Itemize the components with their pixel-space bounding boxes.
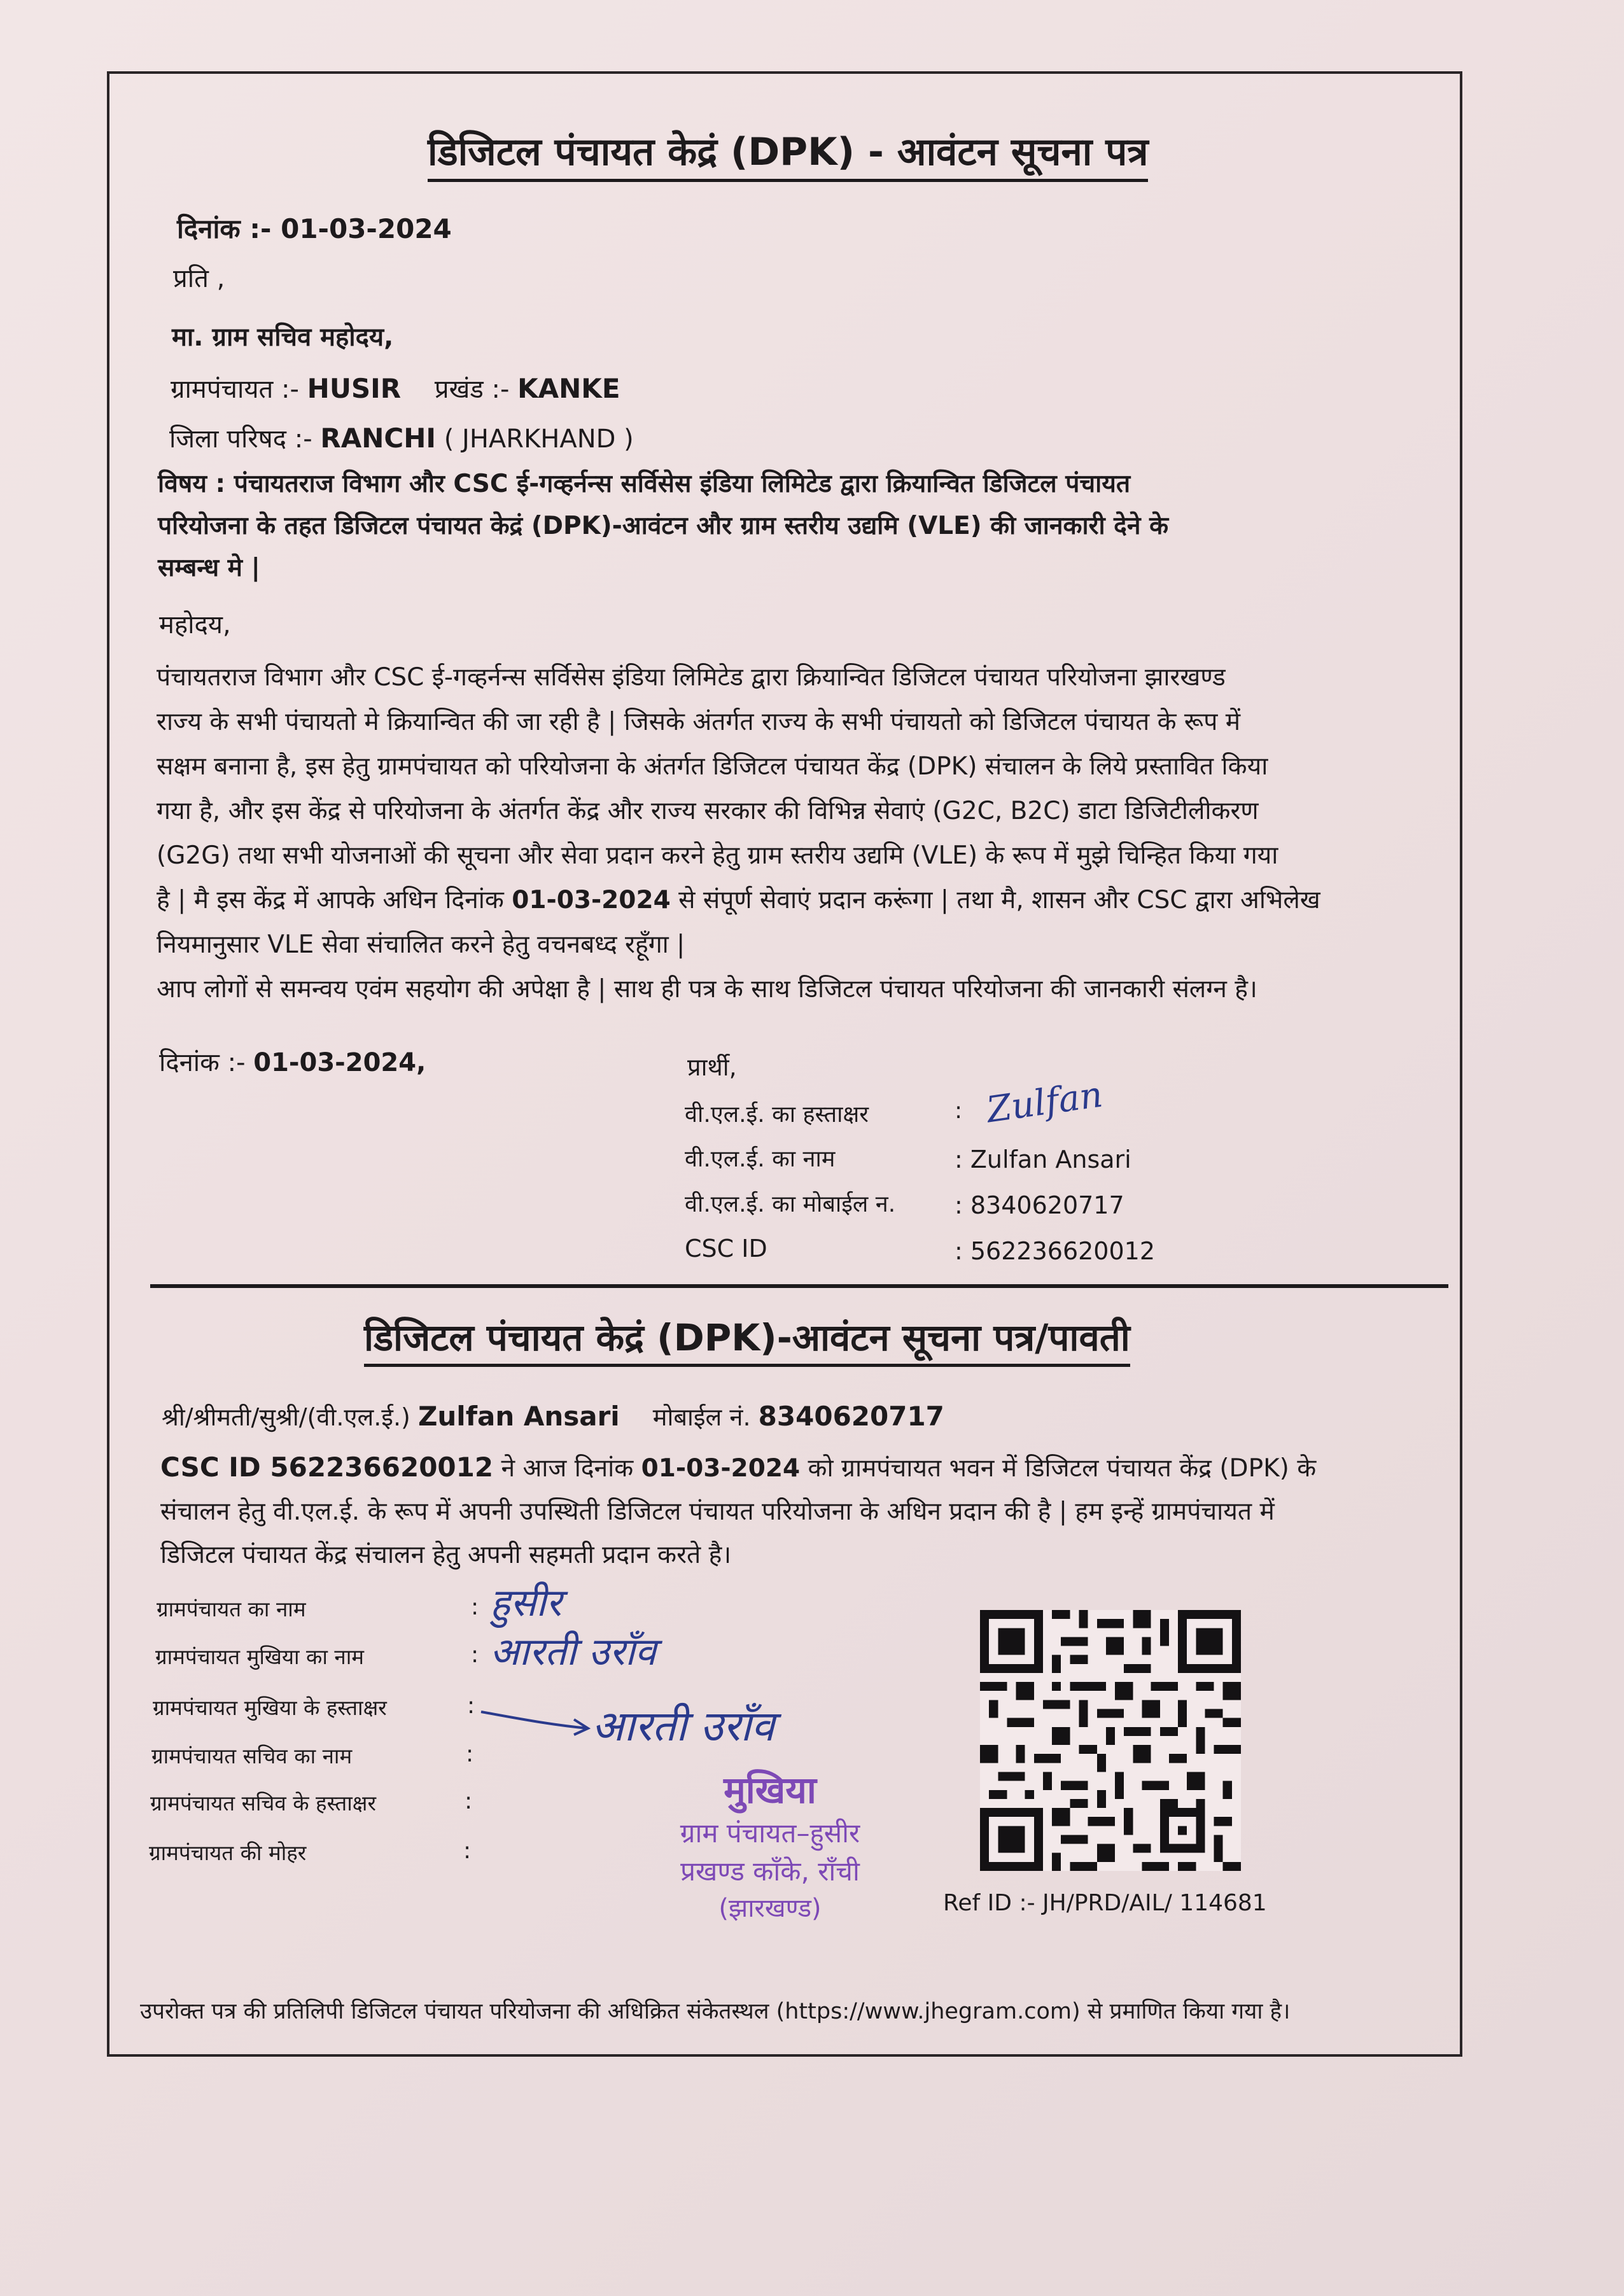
person-name: Zulfan Ansari — [417, 1401, 620, 1432]
field-panchayat-name-label: ग्रामपंचायत का नाम — [157, 1597, 306, 1621]
vle-sign-label: वी.एल.ई. का हस्ताक्षर — [685, 1102, 869, 1128]
qr-code-icon — [980, 1610, 1241, 1871]
block-label: प्रखंड :- — [434, 375, 510, 404]
receipt-date: 01-03-2024 — [641, 1454, 801, 1483]
vle-mobile-value: : 8340620717 — [955, 1191, 1124, 1219]
body-line: आप लोगों से समन्वय एवंम सहयोग की अपेक्षा है | साथ ही पत्र के साथ डिजिटल पंचायत परियोजना की जानकारी संलग्न है। — [157, 975, 1257, 1004]
date-value: 01-03-2024 — [281, 213, 452, 244]
stamp-line: प्रखण्ड काँके, राँची — [680, 1856, 860, 1887]
body-line: (G2G) तथा सभी योजनाओं की सूचना और सेवा प्रदान करने हेतु ग्राम स्तरीय उद्यमि (VLE) के रूप में मुझे चिन्हित किया गया — [157, 841, 1278, 870]
field-colon: : — [471, 1594, 479, 1620]
sign-date-line — [159, 1044, 426, 1079]
vle-signature: Zulfan — [984, 1074, 1105, 1131]
field-colon: : — [466, 1741, 474, 1767]
body-text: से संपूर्ण सेवाएं प्रदान करूंगा | तथा मै, शासन और CSC द्वारा अभिलेख — [670, 886, 1320, 914]
body-text: है | मै इस केंद्र में आपके अधिन दिनांक — [157, 886, 512, 914]
stamp-line: (झारखण्ड) — [718, 1894, 822, 1923]
receipt-line: डिजिटल पंचायत केंद्र संचालन हेतु अपनी सहमती प्रदान करते है। — [160, 1541, 732, 1569]
sign-date-value: 01-03-2024, — [253, 1048, 426, 1077]
field-colon: : — [463, 1838, 472, 1864]
vle-sign-colon: : — [955, 1098, 963, 1124]
handwritten-panchayat-name: हुसीर — [490, 1581, 562, 1625]
district-label: जिला परिषद :- — [169, 424, 312, 454]
receipt-text: को ग्रामपंचायत भवन में डिजिटल पंचायत केंद्र (DPK) के — [800, 1454, 1317, 1483]
body-line: नियमानुसार VLE सेवा संचालित करने हेतु वचनबध्द रहूँगा | — [157, 930, 685, 959]
mobile-label: मोबाईल नं. — [652, 1403, 751, 1431]
salutation: महोदय, — [159, 610, 231, 640]
field-seal-label: ग्रामपंचायत की मोहर — [149, 1840, 307, 1865]
receipt-line: संचालन हेतु वी.एल.ई. के रूप में अपनी उपस्थिती डिजिटल पंचायत परियोजना के अधिन प्रदान की है | हम इन्हें ग्रामपंचायत में — [160, 1497, 1275, 1526]
body-line: सक्षम बनाना है, इस हेतु ग्रामपंचायत को परियोजना के अंतर्गत डिजिटल पंचायत केंद्र (DPK) संचालन के लिये प्रस्तावित किया — [157, 752, 1268, 781]
block-value: KANKE — [517, 373, 620, 404]
signature-arrow-stroke — [479, 1705, 593, 1737]
stamp-line: मुखिया — [724, 1768, 816, 1812]
sign-date-label: दिनांक :- — [159, 1048, 246, 1077]
district-state: ( JHARKHAND ) — [444, 424, 634, 454]
applicant-label: प्रार्थी, — [687, 1053, 737, 1081]
csc-id-label: CSC ID — [685, 1235, 767, 1263]
body-line: गया है, और इस केंद्र से परियोजना के अंतर्गत केंद्र और राज्य सरकार की विभिन्न सेवाएं (G2C, B2C) डाटा डिजिटीलीकरण — [157, 797, 1259, 825]
field-mukhiya-sign-label: ग्रामपंचायत मुखिया के हस्ताक्षर — [153, 1695, 387, 1720]
person-prefix: श्री/श्रीमती/सुश्री/(वी.एल.ई.) — [162, 1403, 410, 1431]
stamp-line: ग्राम पंचायत–हुसीर — [680, 1817, 860, 1849]
date-label: दिनांक :- — [177, 213, 272, 244]
panchayat-label: ग्रामपंचायत :- — [171, 375, 299, 404]
mukhiya-signature: आरती उराँव — [592, 1702, 775, 1751]
vle-name-label: वी.एल.ई. का नाम — [685, 1146, 836, 1172]
subject-line: सम्बन्ध मे | — [158, 554, 260, 582]
handwritten-mukhiya-name: आरती उराँव — [490, 1630, 656, 1674]
vle-mobile-label: वी.एल.ई. का मोबाईल न. — [685, 1191, 896, 1217]
mobile-value: 8340620717 — [758, 1401, 944, 1432]
body-line: पंचायतराज विभाग और CSC ई-गव्हर्नन्स सर्विसेस इंडिया लिमिटेड द्वारा क्रियान्वित डिजिटल पंचायत परियोजना झारखण्ड — [157, 663, 1226, 692]
body-line — [157, 878, 1455, 923]
field-secretary-sign-label: ग्रामपंचायत सचिव के हस्ताक्षर — [150, 1791, 376, 1816]
document-title: डिजिटल पंचायत केद्रं (DPK) - आवंटन सूचना पत्र — [428, 124, 1148, 182]
footer-note: उपरोक्त पत्र की प्रतिलिपी डिजिटल पंचायत परियोजना की अधिक्रित संकेतस्थल (https://www.jhegram.com) से प्रमाणित किया गया है। — [140, 1999, 1291, 2024]
receipt-csc-id: CSC ID 562236620012 — [160, 1452, 494, 1483]
body-date: 01-03-2024 — [512, 886, 671, 914]
receipt-person-line — [162, 1400, 944, 1433]
receipt-title: डिजिटल पंचायत केद्रं (DPK)-आवंटन सूचना पत्र/पावती — [364, 1311, 1130, 1367]
subject-line: विषय : पंचायतराज विभाग और CSC ई-गव्हर्नन्स सर्विसेस इंडिया लिमिटेड द्वारा क्रियान्वित डिजिटल पंचायत — [158, 470, 1131, 498]
body-line: राज्य के सभी पंचायतो मे क्रियान्वित की जा रही है | जिसके अंतर्गत राज्य के सभी पंचायतो को डिजिटल पंचायत के रूप में — [157, 708, 1241, 736]
district-value: RANCHI — [320, 423, 436, 454]
panchayat-value: HUSIR — [307, 373, 402, 404]
receipt-paragraph — [160, 1446, 1459, 1577]
panchayat-block-line — [171, 370, 620, 405]
date-line — [177, 210, 452, 246]
section-divider — [150, 1284, 1448, 1288]
receipt-line — [160, 1446, 1459, 1490]
csc-id-value: : 562236620012 — [955, 1237, 1156, 1265]
vle-name-value: : Zulfan Ansari — [955, 1145, 1131, 1173]
addressee: मा. ग्राम सचिव महोदय, — [172, 323, 394, 352]
body-paragraph — [157, 655, 1455, 1012]
receipt-text: ने आज दिनांक — [493, 1454, 641, 1483]
district-line — [169, 420, 634, 455]
field-colon: : — [467, 1693, 475, 1719]
field-secretary-name-label: ग्रामपंचायत सचिव का नाम — [151, 1744, 353, 1768]
field-mukhiya-name-label: ग्रामपंचायत मुखिया का नाम — [155, 1644, 365, 1669]
field-colon: : — [471, 1642, 479, 1668]
to-line: प्रति , — [173, 264, 225, 293]
reference-id: Ref ID :- JH/PRD/AIL/ 114681 — [943, 1890, 1267, 1916]
field-colon: : — [465, 1788, 473, 1814]
subject-line: परियोजना के तहत डिजिटल पंचायत केद्रं (DPK)-आवंटन और ग्राम स्तरीय उद्यमि (VLE) की जानकारी देने के — [158, 512, 1169, 540]
panchayat-seal-stamp — [611, 1766, 929, 1926]
subject-block — [158, 463, 1456, 589]
